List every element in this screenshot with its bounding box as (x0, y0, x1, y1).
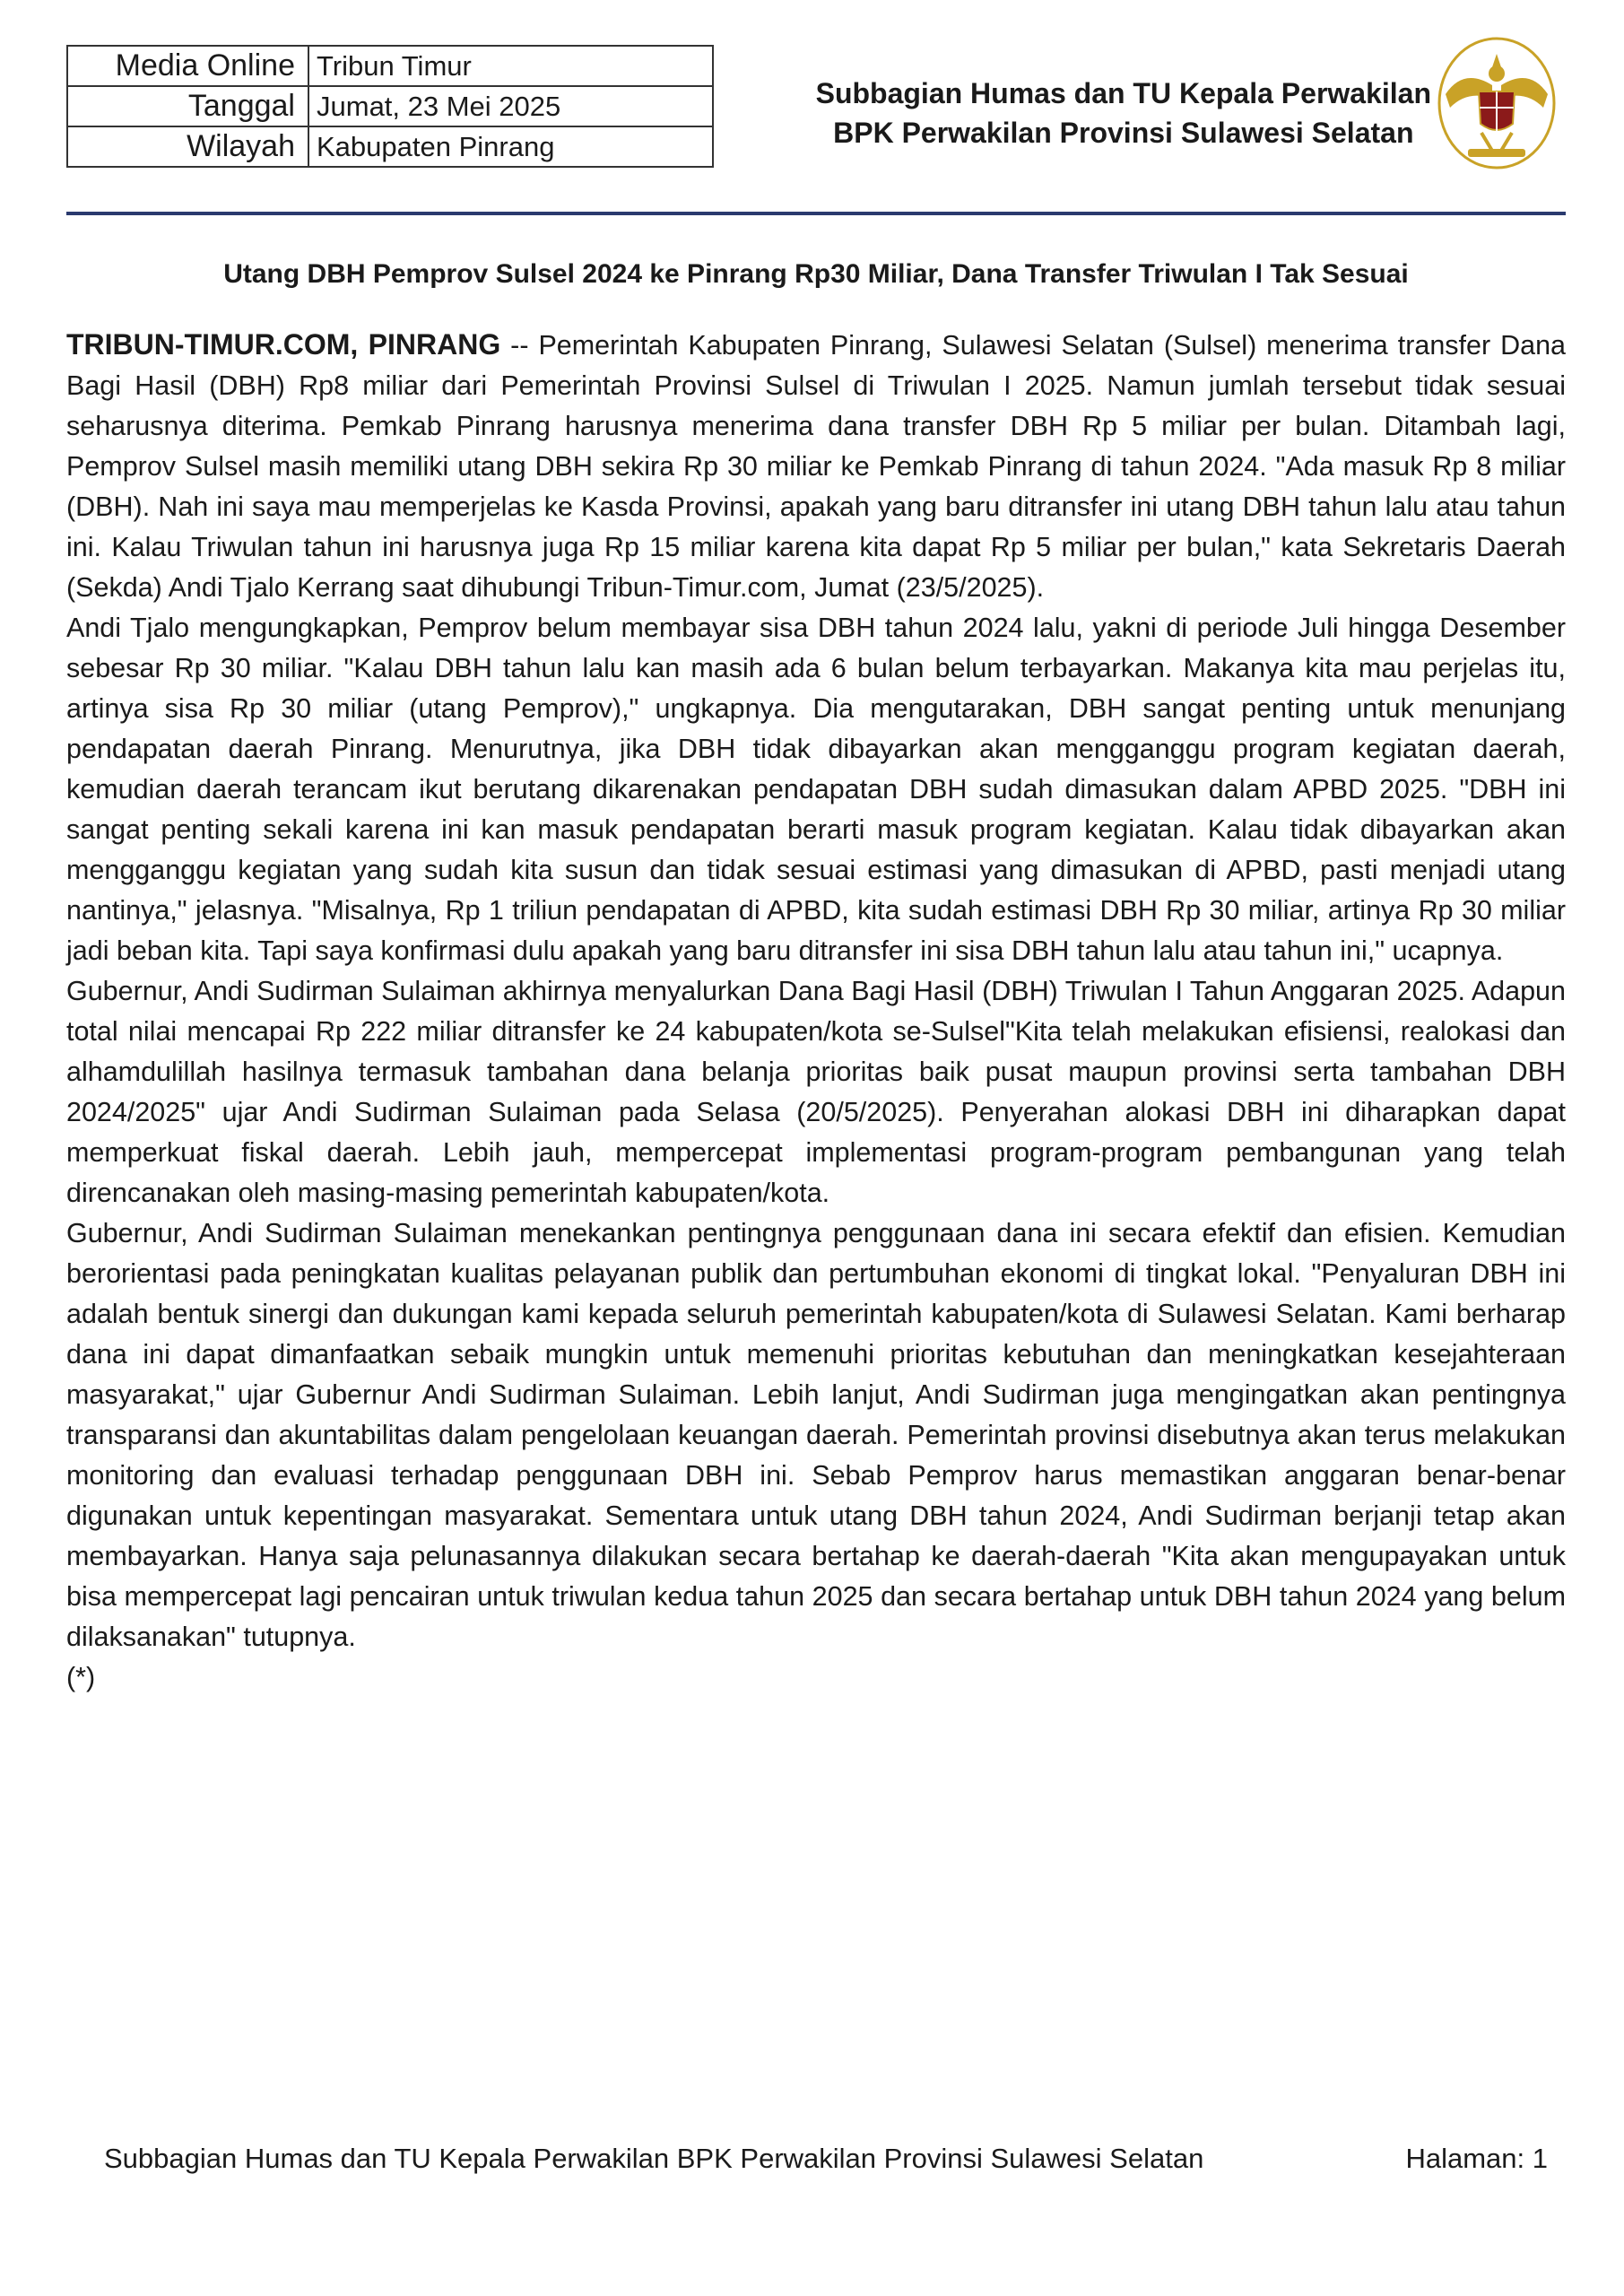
date-label: Tanggal (67, 86, 308, 126)
paragraph-3: Gubernur, Andi Sudirman Sulaiman akhirnya menyalurkan Dana Bagi Hasil (DBH) Triwulan I Tahun Anggaran 2025. Adapun total nilai mencapai Rp 222 miliar ditransfer ke 24 kabupaten/kota se-Sulsel"Kita telah melakukan efisiensi, realokasi dan alhamdulillah hasilnya termasuk tambahan dana belanja prioritas baik pusat maupun provinsi serta tambahan DBH 2024/2025" ujar Andi Sudirman Sulaiman pada Selasa (20/5/2025). Penyerahan alokasi DBH ini diharapkan dapat memperkuat fiskal daerah. Lebih jauh, mempercepat implementasi program-program pembangunan yang telah direncanakan oleh masing-masing pemerintah kabupaten/kota. (66, 976, 1566, 1208)
region-info-row (67, 126, 713, 167)
date-info-row (67, 86, 713, 126)
paragraph-2: Andi Tjalo mengungkapkan, Pemprov belum membayar sisa DBH tahun 2024 lalu, yakni di periode Juli hingga Desember sebesar Rp 30 miliar. "Kalau DBH tahun lalu kan masih ada 6 bulan belum terbayarkan. Makanya kita mau perjelas itu, artinya sisa Rp 30 miliar (utang Pemprov)," ungkapnya. Dia mengutarakan, DBH sangat penting untuk menunjang pendapatan daerah Pinrang. Menurutnya, jika DBH tidak dibayarkan akan mengganggu program kegiatan daerah, kemudian daerah terancam ikut berutang dikarenakan pendapatan DBH sudah dimasukan dalam APBD 2025. "DBH ini sangat penting sekali karena ini kan masuk pendapatan berarti masuk program kegiatan. Kalau tidak dibayarkan akan mengganggu kegiatan yang sudah kita susun dan tidak sesuai estimasi yang dimasukan di APBD, pasti menjadi utang nantinya," jelasnya. "Misalnya, Rp 1 triliun pendapatan di APBD, kita sudah estimasi DBH Rp 30 miliar, artinya Rp 30 miliar jadi beban kita. Tapi saya konfirmasi dulu apakah yang baru ditransfer ini sisa DBH tahun lalu atau tahun ini," ucapnya. (66, 613, 1566, 966)
media-info-row (67, 46, 713, 86)
office-line-1: Subbagian Humas dan TU Kepala Perwakilan (815, 77, 1431, 109)
region-label: Wilayah (67, 126, 308, 167)
article-headline: Utang DBH Pemprov Sulsel 2024 ke Pinrang Rp30 Miliar, Dana Transfer Triwulan I Tak Sesuai (223, 259, 1409, 289)
article-dateline: TRIBUN-TIMUR.COM, PINRANG (66, 328, 501, 361)
paragraph-1 (66, 325, 1566, 608)
office-line-2: BPK Perwakilan Provinsi Sulawesi Selatan (833, 117, 1414, 149)
footer-office: Subbagian Humas dan TU Kepala Perwakilan BPK Perwakilan Provinsi Sulawesi Selatan (104, 2143, 1204, 2174)
media-label: Media Online (67, 46, 308, 86)
header-divider (66, 212, 1566, 215)
footer-page-number: Halaman: 1 (1405, 2143, 1548, 2174)
article-end-mark: (*) (66, 1662, 96, 1692)
paragraph-1-text: -- Pemerintah Kabupaten Pinrang, Sulawesi Selatan (Sulsel) menerima transfer Dana Bagi Hasil (DBH) Rp8 miliar dari Pemerintah Provinsi Sulsel di Triwulan I 2025. Namun jumlah tersebut tidak sesuai seharusnya diterima. Pemkab Pinrang harusnya menerima dana transfer DBH Rp 5 miliar per bulan. Ditambah lagi, Pemprov Sulsel masih memiliki utang DBH sekira Rp 30 miliar ke Pemkab Pinrang di tahun 2024. "Ada masuk Rp 8 miliar (DBH). Nah ini saya mau memperjelas ke Kasda Provinsi, apakah yang baru ditransfer ini utang DBH tahun lalu atau tahun ini. Kalau Triwulan tahun ini harusnya juga Rp 15 miliar karena kita dapat Rp 5 miliar per bulan," kata Sekretaris Daerah (Sekda) Andi Tjalo Kerrang saat dihubungi Tribun-Timur.com, Jumat (23/5/2025). (66, 330, 1566, 603)
paragraph-4: Gubernur, Andi Sudirman Sulaiman menekankan pentingnya penggunaan dana ini secara efektif dan efisien. Kemudian berorientasi pada peningkatan kualitas pelayanan publik dan pertumbuhan ekonomi di tingkat lokal. "Penyaluran DBH ini adalah bentuk sinergi dan dukungan kami kepada seluruh pemerintah kabupaten/kota di Sulawesi Selatan. Kami berharap dana ini dapat dimanfaatkan sebaik mungkin untuk memenuhi prioritas kebutuhan dan meningkatkan kesejahteraan masyarakat," ujar Gubernur Andi Sudirman Sulaiman. Lebih lanjut, Andi Sudirman juga mengingatkan akan pentingnya transparansi dan akuntabilitas dalam pengelolaan keuangan daerah. Pemerintah provinsi disebutnya akan terus melakukan monitoring dan evaluasi terhadap penggunaan DBH ini. Sebab Pemprov harus memastikan anggaran benar-benar digunakan untuk kepentingan masyarakat. Sementara untuk utang DBH tahun 2024, Andi Sudirman berjanji tetap akan membayarkan. Hanya saja pelunasannya dilakukan secara bertahap ke daerah-daerah "Kita akan mengupayakan untuk bisa mempercepat lagi pencairan untuk triwulan kedua tahun 2025 dan secara bertahap untuk DBH tahun 2024 yang belum dilaksanakan" tutupnya. (66, 1218, 1566, 1652)
region-value: Kabupaten Pinrang (308, 126, 713, 167)
article-body (66, 325, 1566, 1698)
office-header (816, 74, 1431, 152)
date-value: Jumat, 23 Mei 2025 (308, 86, 713, 126)
media-value: Tribun Timur (308, 46, 713, 86)
garuda-emblem-icon (1437, 36, 1558, 170)
media-info-table (66, 45, 714, 168)
